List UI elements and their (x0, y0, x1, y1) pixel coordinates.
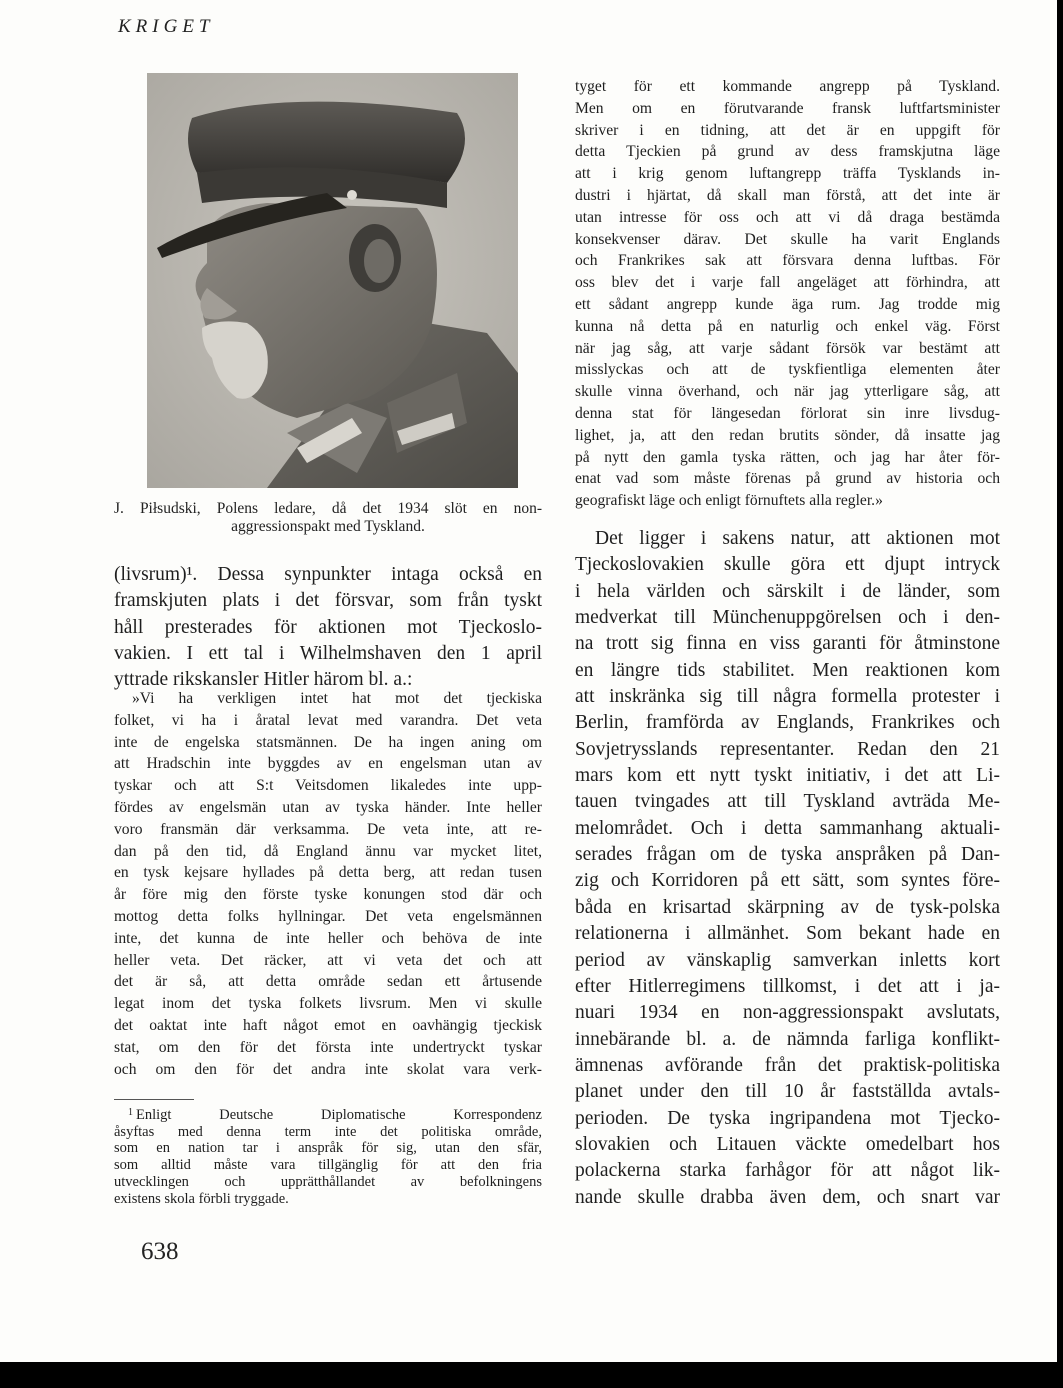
quote-line: »Vi ha verkligen intet hat mot det tjeckiska (132, 690, 542, 707)
text-line: yttrade rikskansler Hitler härom bl. a.: (114, 669, 413, 691)
right-column-body (575, 526, 1000, 1211)
quote-line: när jag såg, att varje sådant försök var bestämt att (575, 339, 1000, 357)
text-line: innebärande bl. a. de nämnda farliga konflikt- (575, 1028, 1000, 1050)
quote-line: voro fransmän där verksamma. De veta inte, att re- (114, 820, 542, 838)
quote-line: år före mig den förste tyske konungen stod där och (114, 886, 542, 904)
quote-line: konsekvenser därav. Det skulle ha varit Englands (575, 230, 1000, 248)
quote-line: att Hradschin inte byggdes av en engelsman utan av (114, 755, 542, 773)
text-line: melområdet. Och i detta sammanhang aktuali- (575, 817, 1000, 839)
text-line: Sovjetrysslands representanter. Redan den 21 (575, 738, 1000, 760)
caption-line: J. Piłsudski, Polens ledare, då det 1934 slöt en non- (114, 500, 542, 517)
quote-line: kunna nå detta på en naturlig och enkel väg. Först (575, 317, 1000, 335)
quote-line: Men om en förutvarande fransk luftfartsminister (575, 99, 1000, 117)
footnote (114, 1105, 542, 1207)
quote-line: enat vad som måste förenas på grund av historia och (575, 470, 1000, 488)
text-line: polackerna starka farhågor för att något lik- (575, 1160, 1000, 1182)
quote-line: oss blev det i varje fall angeläget att förhindra, att (575, 274, 1000, 292)
text-line: planet under den till 10 år fastställda avtals- (575, 1081, 1000, 1103)
footnote-line: utvecklingen och upprätthållandet av befolkningens (114, 1173, 542, 1190)
quote-line: att i krig genom luftangrepp träffa Tysklands in- (575, 165, 1000, 183)
footnote-line: som alltid måste vara tillgänglig för att den fria (114, 1157, 542, 1174)
right-column-quote (575, 76, 1000, 512)
quote-line: och Frankrikes sak att försvara denna luftbas. För (575, 252, 1000, 270)
quote-line: denna stat för längesedan förlorat sin inre livsdug- (575, 404, 1000, 422)
quote-line: inte, det kunna de inte heller och behöva de inte (114, 929, 542, 947)
text-line: (livsrum)¹. Dessa synpunkter intaga också en (114, 564, 542, 585)
text-line: slovakien och Litauen väckte omedelbart hos (575, 1133, 1000, 1155)
portrait-photo (147, 73, 518, 488)
text-line: nuari 1934 en non-aggressionspakt avslutats, (575, 1002, 1000, 1024)
quote-line: inte de engelska statsmännen. De ha ingen aning om (114, 733, 542, 751)
text-line: båda en krisartad skärpning av de tysk-polska (575, 896, 1000, 918)
text-line: vakien. I ett tal i Wilhelmshaven den 1 april (114, 642, 542, 664)
text-line: medverkat till Münchenuppgörelsen och i den- (575, 607, 1000, 629)
text-line: perioden. De tyska ingripandena mot Tjecko- (575, 1107, 1000, 1129)
left-column-body (114, 562, 542, 693)
quote-line: mottog detta folks hyllningar. Det veta engelsmännen (114, 907, 542, 925)
footnote-divider (114, 1099, 194, 1100)
portrait-image (147, 73, 518, 488)
page-number: 638 (141, 1238, 179, 1265)
text-line: nande skulle drabba även dem, och snart var (575, 1186, 1000, 1208)
text-line: efter Hitlerregimens tillkomst, i det att i ja- (575, 975, 1000, 997)
quote-line: det oaktat inte haft något emot en oavhängig tjeckisk (114, 1016, 542, 1034)
text-line: zig och Korridoren på ett sätt, som syntes före- (575, 870, 1000, 892)
quote-line: detta Tjeckien på grund av dess framskjutna läge (575, 143, 1000, 161)
text-line: tauen tvingades att till Tyskland avträda Me- (575, 791, 1000, 813)
quote-line: tyskar och att S:t Veitsdomen likaledes inte upp- (114, 777, 542, 795)
quote-line: fördes av engelsmän utan av tyska händer. Inte heller (114, 798, 542, 816)
text-line: period av vänskaplig samverkan inletts kort (575, 949, 1000, 971)
text-line: mars kom ett nytt tyskt initiativ, i det att Li- (575, 765, 1000, 787)
text-line: Tjeckoslovakien skulle göra ett djupt intryck (575, 554, 1000, 576)
quote-line: heller veta. Det räcker, att vi veta det och att (114, 951, 542, 969)
footnote-line (114, 1105, 542, 1124)
quote-line: och om den för det andra inte skolat vara verk- (114, 1060, 542, 1078)
footnote-line: åsyftas med denna term inte det politiska område, (114, 1123, 542, 1140)
quote-line: lighet, ja, att den redan brutits sönder, då insatte jag (575, 426, 1000, 444)
footnote-text: Enligt Deutsche Diplomatische Korrespondenz (136, 1107, 542, 1123)
text-line: serades frågan om de tyska anspråken på Dan- (575, 844, 1000, 866)
quote-line: geografiskt läge och enligt förnuftets alla regler.» (575, 492, 883, 510)
quote-line: misslyckas och att de tyskfientliga elementen åter (575, 361, 1000, 379)
text-line: i hela världen och särskilt i de länder, som (575, 580, 1000, 602)
text-line: framskjuten plats i det försvar, som från tyskt (114, 590, 542, 612)
quote-line: dan på den tid, då England ännu var mycket litet, (114, 842, 542, 860)
quote-line: stat, om den för det första inte undertryckt tyskar (114, 1038, 542, 1056)
running-head: KRIGET (118, 16, 215, 37)
quote-line: skulle vinna överhand, och när jag ytterligare såg, att (575, 383, 1000, 401)
quote-line: skriver i en tidning, att det är en uppgift för (575, 121, 1000, 139)
quote-line: det är så, att detta område sedan ett årtusende (114, 973, 542, 991)
footnote-marker: 1 (128, 1107, 133, 1118)
quote-line: utan intresse för oss och att vi då draga bestämda (575, 208, 1000, 226)
left-column-quote (114, 688, 542, 1080)
quote-line: en tysk kejsare hyllades på detta berg, att redan tusen (114, 864, 542, 882)
text-line: Berlin, framförda av Englands, Frankrikes och (575, 712, 1000, 734)
quote-line: tyget för ett kommande angrepp på Tyskland. (575, 78, 1000, 95)
quote-line: på nytt den gamla tyska rätten, och jag har åter för- (575, 448, 1000, 466)
text-line: en längre tids stabilitet. Men reaktionen kom (575, 659, 1000, 681)
text-line: ämnenas avförande från det praktisk-politiska (575, 1054, 1000, 1076)
text-line: relationerna i allmänhet. Som bekant hade en (575, 923, 1000, 945)
caption-line: aggressionspakt med Tyskland. (231, 518, 425, 535)
footnote-line: existens skola förbli tryggade. (114, 1190, 289, 1207)
quote-line: legat inom det tyska folkets livsrum. Men vi skulle (114, 995, 542, 1013)
text-line: håll presterades för aktionen mot Tjeckoslo- (114, 616, 542, 638)
photo-caption (114, 500, 542, 536)
text-line: na trott sig finna en viss garanti för åtminstone (575, 633, 1000, 655)
quote-line: dustri i hjärtat, då skall man förstå, att det inte är (575, 186, 1000, 204)
footnote-line: som en nation tar i anspråk för sig, utan den sfär, (114, 1140, 542, 1157)
quote-line: ett sådant angrepp kunde äga rum. Jag trodde mig (575, 295, 1000, 313)
text-line: Det ligger i sakens natur, att aktionen mot (595, 528, 1000, 549)
quote-line: folket, vi ha i åratal levat med varandra. Det veta (114, 711, 542, 729)
text-line: att inskränka sig till några formella protester i (575, 686, 1000, 708)
